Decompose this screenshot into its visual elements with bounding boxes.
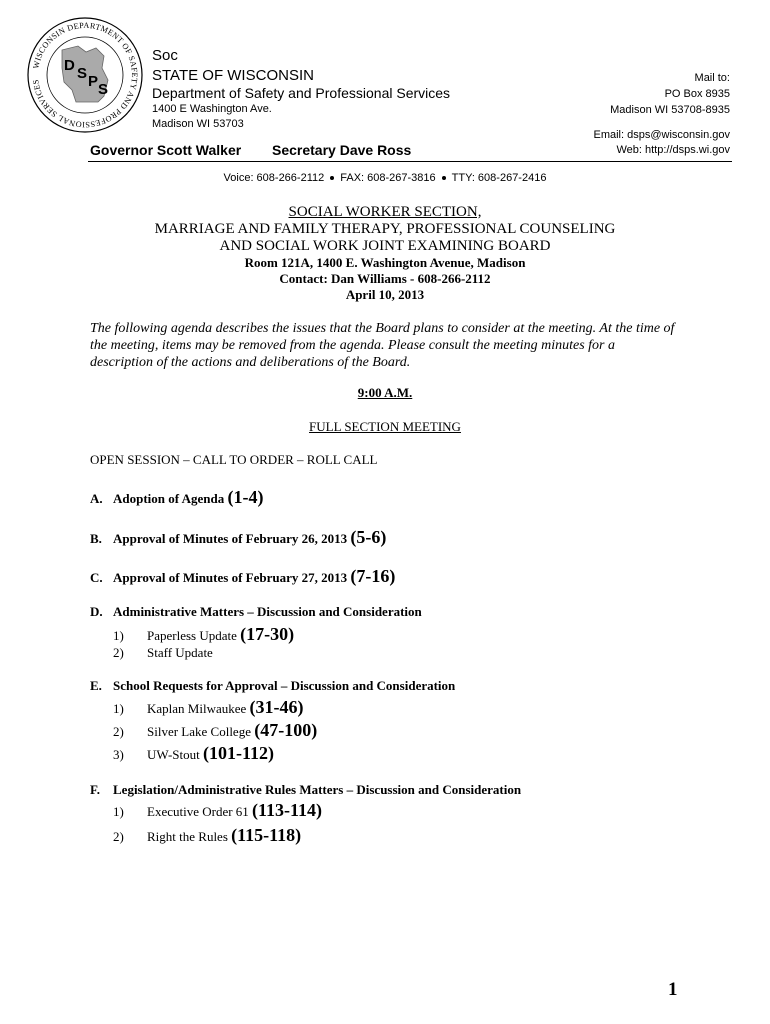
- governor-name: Governor Scott Walker: [90, 142, 242, 158]
- intro-line-2: the meeting, items may be removed from the agenda. Please consult the meeting minutes for a: [90, 338, 616, 353]
- bullet-icon: [330, 176, 334, 180]
- agenda-subitem-d1: [113, 624, 294, 645]
- agenda-title-block: [0, 204, 770, 303]
- agenda-subitem-f1: [113, 800, 322, 821]
- po-box: PO Box 8935: [664, 88, 730, 100]
- agenda-item-d: [90, 604, 422, 620]
- subitem-text: UW-Stout: [147, 747, 200, 762]
- web-link[interactable]: Web: http://dsps.wi.gov: [616, 144, 730, 156]
- meeting-type: FULL SECTION MEETING: [309, 419, 461, 434]
- svg-text:P: P: [88, 73, 99, 90]
- item-pages: (5-6): [350, 527, 387, 547]
- mail-city: Madison WI 53708-8935: [610, 104, 730, 116]
- intro-paragraph: [90, 320, 690, 371]
- subitem-number: 1): [113, 701, 124, 716]
- header-state: STATE OF WISCONSIN: [152, 67, 314, 84]
- subitem-number: 2): [113, 645, 124, 660]
- agenda-subitem-d2: [113, 645, 213, 661]
- subitem-number: 1): [113, 804, 124, 819]
- subitem-text: Staff Update: [147, 645, 213, 660]
- item-text: Approval of Minutes of February 27, 2013: [113, 570, 348, 585]
- item-text: Legislation/Administrative Rules Matters – Discussion and Consideration: [113, 782, 522, 797]
- agenda-subitem-f2: [113, 825, 301, 846]
- mailing-address: [610, 70, 730, 118]
- web-contact: [594, 128, 731, 158]
- item-text: Approval of Minutes of February 26, 2013: [113, 531, 348, 546]
- meeting-room: Room 121A, 1400 E. Washington Avenue, Madison: [244, 255, 526, 270]
- agenda-subitem-e1: [113, 697, 304, 718]
- subitem-text: Kaplan Milwaukee: [147, 701, 247, 716]
- item-letter: A.: [90, 491, 103, 506]
- header-address: [152, 102, 272, 132]
- title-line-3: AND SOCIAL WORK JOINT EXAMINING BOARD: [219, 238, 551, 254]
- item-letter: D.: [90, 604, 103, 619]
- secretary-name: Secretary Dave Ross: [272, 142, 412, 158]
- agenda-subitem-e2: [113, 720, 317, 741]
- item-text: School Requests for Approval – Discussion and Consideration: [113, 678, 456, 693]
- subitem-pages: (31-46): [249, 697, 304, 717]
- subitem-text: Executive Order 61: [147, 804, 249, 819]
- agenda-item-a: [90, 487, 263, 508]
- email-link[interactable]: Email: dsps@wisconsin.gov: [593, 129, 730, 141]
- dsps-seal-logo: [26, 16, 144, 134]
- subitem-pages: (101-112): [202, 743, 274, 763]
- address-line-2: Madison WI 53703: [152, 118, 244, 130]
- voice-number: Voice: 608-266-2112: [223, 172, 325, 184]
- svg-text:S: S: [98, 81, 109, 98]
- subitem-pages: (17-30): [240, 624, 295, 644]
- item-letter: B.: [90, 531, 102, 546]
- agenda-item-f: [90, 782, 521, 798]
- header-divider: [88, 161, 732, 162]
- fax-number: FAX: 608-267-3816: [340, 172, 436, 184]
- open-session-heading: OPEN SESSION – CALL TO ORDER – ROLL CALL: [90, 452, 378, 467]
- intro-line-1: The following agenda describes the issues that the Board plans to consider at the meeting. At the time of: [90, 321, 675, 336]
- agenda-subitem-e3: [113, 743, 274, 764]
- mail-to-label: Mail to:: [694, 72, 730, 84]
- item-pages: (7-16): [350, 566, 396, 586]
- item-text: Adoption of Agenda: [113, 491, 225, 506]
- subitem-number: 1): [113, 628, 124, 643]
- title-line-2: MARRIAGE AND FAMILY THERAPY, PROFESSIONAL COUNSELING: [154, 221, 616, 237]
- agenda-item-b: [90, 527, 386, 548]
- subitem-pages: (113-114): [252, 800, 323, 820]
- meeting-date: April 10, 2013: [345, 287, 425, 302]
- item-letter: C.: [90, 570, 103, 585]
- meeting-time: 9:00 A.M.: [357, 385, 413, 400]
- item-letter: E.: [90, 678, 102, 693]
- subitem-text: Right the Rules: [147, 829, 228, 844]
- agenda-item-e: [90, 678, 455, 694]
- header-department: Department of Safety and Professional Services: [152, 85, 451, 101]
- subitem-text: Silver Lake College: [147, 724, 251, 739]
- subitem-pages: (115-118): [231, 825, 302, 845]
- address-line-1: 1400 E Washington Ave.: [152, 103, 272, 115]
- item-text: Administrative Matters – Discussion and Consideration: [113, 604, 422, 619]
- item-letter: F.: [90, 782, 100, 797]
- tty-number: TTY: 608-267-2416: [451, 172, 547, 184]
- meeting-contact: Contact: Dan Williams - 608-266-2112: [279, 271, 491, 286]
- subitem-number: 2): [113, 829, 124, 844]
- svg-text:S: S: [77, 65, 88, 82]
- subitem-number: 3): [113, 747, 124, 762]
- header-soc: Soc: [152, 47, 178, 64]
- subitem-number: 2): [113, 724, 124, 739]
- intro-line-3: description of the actions and deliberations of the Board.: [90, 355, 411, 370]
- item-pages: (1-4): [227, 487, 264, 507]
- subitem-pages: (47-100): [254, 720, 318, 740]
- page-number: 1: [668, 979, 678, 1000]
- agenda-item-c: [90, 566, 395, 587]
- subitem-text: Paperless Update: [147, 628, 237, 643]
- svg-text:WISCONSIN DEPARTMENT OF SAFETY: WISCONSIN DEPARTMENT OF SAFETY AND PROFESSIONAL SERVICES: [31, 20, 140, 130]
- svg-text:D: D: [64, 57, 75, 74]
- phone-contact-line: [0, 172, 770, 184]
- title-line-1: SOCIAL WORKER SECTION,: [288, 204, 482, 220]
- bullet-icon: [442, 176, 446, 180]
